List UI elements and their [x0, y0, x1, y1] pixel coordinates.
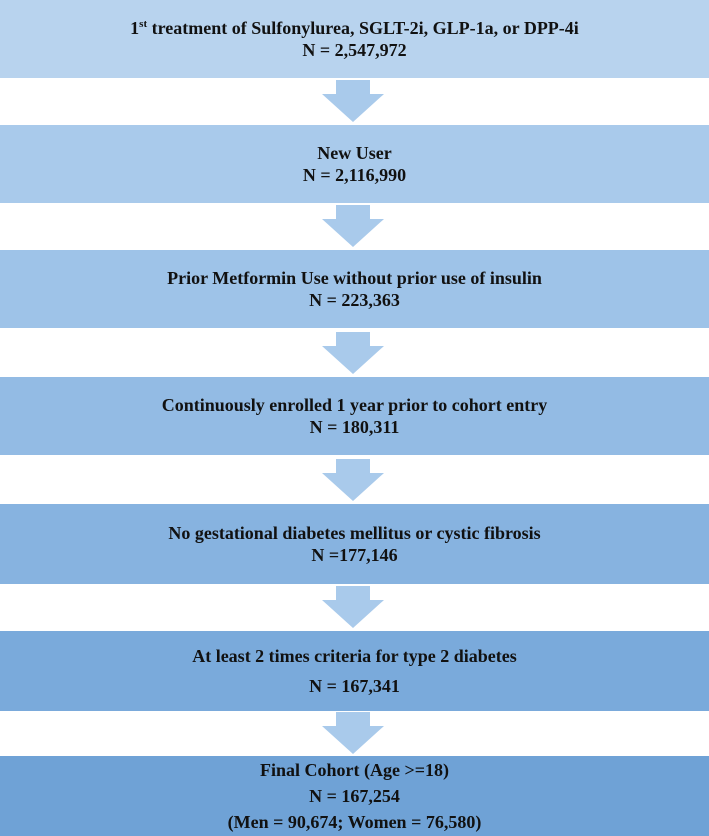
box-title: At least 2 times criteria for type 2 diabetes	[192, 646, 517, 666]
box-sex-breakdown: (Men = 90,674; Women = 76,580)	[227, 812, 482, 832]
down-arrow-icon	[322, 712, 384, 754]
box-title: Final Cohort (Age >=18)	[260, 760, 449, 780]
ordinal-suffix: st	[139, 18, 148, 30]
box-title: Continuously enrolled 1 year prior to cohort entry	[161, 395, 548, 415]
box-title: Prior Metformin Use without prior use of insulin	[167, 268, 542, 288]
down-arrow-icon	[322, 80, 384, 122]
flow-box-continuous-enrollment	[0, 377, 709, 455]
box-count: N = 223,363	[309, 290, 400, 310]
flow-box-final-cohort	[0, 756, 709, 836]
box-count: N = 2,116,990	[302, 165, 407, 185]
down-arrow-icon	[322, 459, 384, 501]
box-count: N =177,146	[311, 545, 398, 565]
box-count: N = 167,341	[309, 676, 400, 696]
flow-box-prior-metformin	[0, 250, 709, 328]
flow-box-initial-treatment	[0, 0, 709, 78]
flow-box-new-user	[0, 125, 709, 203]
down-arrow-icon	[322, 586, 384, 628]
down-arrow-icon	[322, 205, 384, 247]
down-arrow-icon	[322, 332, 384, 374]
flow-box-t2d-criteria	[0, 631, 709, 711]
box-title: No gestational diabetes mellitus or cystic fibrosis	[168, 523, 541, 543]
box-count: N = 167,254	[309, 786, 400, 806]
box-title: New User	[317, 143, 392, 163]
box-count: N = 2,547,972	[302, 40, 407, 60]
flow-box-exclusion-gdm-cf	[0, 504, 709, 584]
box-count: N = 180,311	[309, 417, 400, 437]
box-title: 1st treatment of Sulfonylurea, SGLT-2i, GLP-1a, or DPP-4i	[130, 18, 579, 38]
